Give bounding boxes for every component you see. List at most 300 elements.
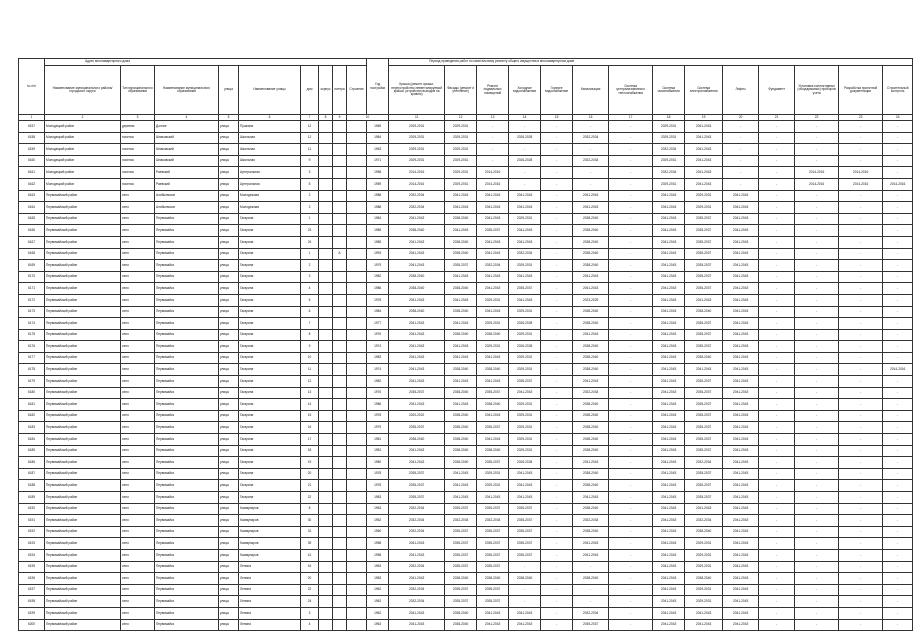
gas-period-cell: 2041-2043 [653, 306, 685, 318]
district-cell: Первомайский район [45, 596, 121, 608]
municipality-cell: Первомайск [155, 341, 219, 353]
capital-repair-register-table [18, 58, 913, 631]
foundation-period-cell: - [759, 584, 795, 596]
year-cell: 1974 [367, 341, 389, 353]
building-cell [347, 573, 367, 585]
foundation-period-cell: - [759, 607, 795, 619]
heat-period-cell: - [609, 144, 653, 156]
building-cell [347, 387, 367, 399]
electric-period-cell: 2035-2037 [685, 434, 723, 446]
lift-period-cell: 2041-2043 [723, 549, 759, 561]
sewer-period-cell: 2023-2025 [573, 294, 609, 306]
district-cell: Первомайский район [45, 294, 121, 306]
facade-period-cell: 2041-2043 [445, 190, 477, 202]
heat-period-cell: - [609, 387, 653, 399]
table-row [19, 561, 913, 573]
district-cell: Первомайский район [45, 352, 121, 364]
col-house-header: дом [301, 66, 319, 115]
municipality-cell: Первомайск [155, 607, 219, 619]
municipality-cell: Первомайск [155, 387, 219, 399]
electric-period-cell: 2041-2043 [685, 503, 723, 515]
control-period-cell: - [883, 329, 913, 341]
house-cell: 41 [301, 549, 319, 561]
district-cell: Первомайский район [45, 260, 121, 272]
lift-period-cell: 2041-2043 [723, 294, 759, 306]
heat-period-cell: - [609, 364, 653, 376]
heat-period-cell: - [609, 271, 653, 283]
street-type-cell: улица [219, 271, 239, 283]
electric-period-cell: 2035-2037 [685, 236, 723, 248]
street-name-cell: Гагарина [239, 422, 301, 434]
hotwater-period-cell: - [541, 607, 573, 619]
facade-period-cell: 2041-2043 [445, 225, 477, 237]
house-cell: 7 [301, 318, 319, 330]
building-cell [347, 178, 367, 190]
year-cell: 1974 [367, 364, 389, 376]
lift-period-cell: 2041-2043 [723, 526, 759, 538]
docs-period-cell: - [839, 283, 883, 295]
district-cell: Первомайский район [45, 584, 121, 596]
street-name-cell: Молодежная [239, 190, 301, 202]
control-period-cell: - [883, 121, 913, 133]
korpus-cell [319, 144, 333, 156]
electric-period-cell: 2035-2037 [685, 213, 723, 225]
lift-period-cell: 2041-2043 [723, 248, 759, 260]
year-cell: 1963 [367, 144, 389, 156]
settlement-type-cell: село [121, 399, 155, 411]
building-cell [347, 121, 367, 133]
municipality-cell: Первомайск [155, 364, 219, 376]
korpus-cell [319, 526, 333, 538]
water-period-cell: 2029-2031 [509, 352, 541, 364]
settlement-type-cell: село [121, 352, 155, 364]
lift-period-cell: - [723, 144, 759, 156]
settlement-type-cell: село [121, 306, 155, 318]
col-lift-header: Лифты [723, 66, 759, 115]
gas-period-cell: 2041-2043 [653, 387, 685, 399]
gas-period-cell: 2041-2043 [653, 410, 685, 422]
column-number-cell: 17 [609, 115, 653, 121]
docs-period-cell: - [839, 492, 883, 504]
heat-period-cell: - [609, 515, 653, 527]
control-period-cell: - [883, 584, 913, 596]
table-row [19, 434, 913, 446]
litera-cell [333, 283, 347, 295]
house-cell: 3 [301, 607, 319, 619]
litera-cell [333, 225, 347, 237]
water-period-cell: 2041-2043 [509, 271, 541, 283]
column-number-cell: 13 [477, 115, 509, 121]
row-number-cell: 6184 [19, 434, 45, 446]
korpus-cell [319, 573, 333, 585]
hotwater-period-cell: - [541, 341, 573, 353]
row-number-cell: 6177 [19, 352, 45, 364]
heat-period-cell: - [609, 260, 653, 272]
foundation-period-cell: - [759, 132, 795, 144]
house-cell: 6 [301, 306, 319, 318]
basement-period-cell: 2035-2037 [477, 503, 509, 515]
sewer-period-cell: 2041-2043 [573, 202, 609, 214]
sewer-period-cell: 2038-2040 [573, 526, 609, 538]
gas-period-cell: 2041-2043 [653, 422, 685, 434]
table-row [19, 549, 913, 561]
sewer-period-cell: 2041-2043 [573, 376, 609, 388]
row-number-cell: 6171 [19, 283, 45, 295]
electric-period-cell: 2035-2037 [685, 445, 723, 457]
column-number-cell: 24 [883, 115, 913, 121]
settlement-type-cell: село [121, 294, 155, 306]
house-cell: 12 [301, 132, 319, 144]
row-number-cell: 6162 [19, 178, 45, 190]
year-cell: 1958 [367, 538, 389, 550]
street-name-cell: Гагарина [239, 492, 301, 504]
district-cell: Первомайский район [45, 549, 121, 561]
heat-period-cell: - [609, 573, 653, 585]
building-cell [347, 503, 367, 515]
foundation-period-cell: - [759, 480, 795, 492]
docs-period-cell: - [839, 213, 883, 225]
litera-cell [333, 410, 347, 422]
meters-period-cell: - [795, 619, 839, 631]
column-number-cell: 23 [839, 115, 883, 121]
table-row [19, 596, 913, 608]
control-period-cell: - [883, 445, 913, 457]
electric-period-cell: 2038-2040 [685, 573, 723, 585]
facade-period-cell: 2029-2031 [445, 178, 477, 190]
district-cell: Первомайский район [45, 607, 121, 619]
street-name-cell: Гагарина [239, 260, 301, 272]
settlement-type-cell: село [121, 387, 155, 399]
meters-period-cell: - [795, 468, 839, 480]
facade-period-cell: 2029-2031 [445, 155, 477, 167]
hotwater-period-cell: - [541, 445, 573, 457]
basement-period-cell: - [477, 144, 509, 156]
facade-period-cell: 2041-2043 [445, 341, 477, 353]
roof-period-cell: 2041-2043 [389, 294, 445, 306]
district-cell: Молодецкий район [45, 167, 121, 179]
heat-period-cell: - [609, 294, 653, 306]
district-cell: Первомайский район [45, 283, 121, 295]
roof-period-cell: 2041-2043 [389, 376, 445, 388]
docs-period-cell: - [839, 329, 883, 341]
row-number-cell: 6180 [19, 387, 45, 399]
roof-period-cell: 2029-2031 [389, 144, 445, 156]
house-cell: 8 [301, 329, 319, 341]
hotwater-period-cell: - [541, 526, 573, 538]
foundation-period-cell: - [759, 294, 795, 306]
litera-cell [333, 352, 347, 364]
house-cell: 5 [301, 294, 319, 306]
electric-period-cell: 2041-2043 [685, 619, 723, 631]
docs-period-cell: - [839, 352, 883, 364]
control-period-cell: - [883, 144, 913, 156]
litera-cell [333, 445, 347, 457]
control-period-cell: - [883, 132, 913, 144]
control-period-cell: - [883, 538, 913, 550]
gas-period-cell: 2041-2043 [653, 503, 685, 515]
docs-period-cell: - [839, 596, 883, 608]
electric-period-cell: 2032-2034 [685, 515, 723, 527]
house-cell: 19 [301, 457, 319, 469]
water-period-cell: 2029-2031 [509, 329, 541, 341]
roof-period-cell: 2041-2043 [389, 248, 445, 260]
building-cell [347, 492, 367, 504]
sewer-period-cell: - [573, 178, 609, 190]
table-row [19, 515, 913, 527]
heat-period-cell: - [609, 236, 653, 248]
gas-period-cell: 2041-2043 [653, 283, 685, 295]
lift-period-cell: 2041-2043 [723, 538, 759, 550]
gas-period-cell: 2041-2043 [653, 596, 685, 608]
sewer-period-cell: 2038-2040 [573, 213, 609, 225]
table-row [19, 526, 913, 538]
lift-period-cell: 2041-2043 [723, 213, 759, 225]
facade-period-cell: 2038-2040 [445, 387, 477, 399]
building-cell [347, 190, 367, 202]
meters-period-cell: - [795, 341, 839, 353]
gas-period-cell: 2029-2031 [653, 155, 685, 167]
water-period-cell: 2041-2043 [509, 492, 541, 504]
korpus-cell [319, 248, 333, 260]
roof-period-cell: 2035-2037 [389, 492, 445, 504]
hotwater-period-cell: - [541, 584, 573, 596]
docs-period-cell: - [839, 306, 883, 318]
foundation-period-cell: - [759, 352, 795, 364]
lift-period-cell: 2041-2043 [723, 318, 759, 330]
roof-period-cell: 2035-2037 [389, 387, 445, 399]
table-row [19, 329, 913, 341]
docs-period-cell: - [839, 190, 883, 202]
heat-period-cell: - [609, 457, 653, 469]
house-cell: 8 [301, 503, 319, 515]
facade-period-cell: 2038-2040 [445, 213, 477, 225]
control-period-cell: - [883, 573, 913, 585]
basement-period-cell: 2035-2037 [477, 422, 509, 434]
lift-period-cell: 2041-2043 [723, 584, 759, 596]
year-cell: 1979 [367, 260, 389, 272]
settlement-type-cell: село [121, 260, 155, 272]
col-sewer-header: Канализация [573, 66, 609, 115]
street-type-cell: улица [219, 410, 239, 422]
municipality-cell: Раевский [155, 167, 219, 179]
water-period-cell: 2035-2037 [509, 283, 541, 295]
street-type-cell: улица [219, 387, 239, 399]
street-type-cell: улица [219, 457, 239, 469]
meters-period-cell: - [795, 526, 839, 538]
gas-period-cell: 2041-2043 [653, 573, 685, 585]
settlement-type-cell: село [121, 538, 155, 550]
house-cell: 22 [301, 584, 319, 596]
foundation-period-cell: - [759, 376, 795, 388]
water-period-cell: - [509, 167, 541, 179]
column-number-cell: 20 [723, 115, 759, 121]
litera-cell [333, 607, 347, 619]
table-row [19, 445, 913, 457]
foundation-period-cell: - [759, 306, 795, 318]
roof-period-cell: 2032-2034 [389, 503, 445, 515]
table-row [19, 236, 913, 248]
sewer-period-cell: 2038-2040 [573, 480, 609, 492]
control-period-cell: - [883, 607, 913, 619]
table-row [19, 480, 913, 492]
year-cell: 1981 [367, 434, 389, 446]
lift-period-cell: 2041-2043 [723, 387, 759, 399]
meters-period-cell: - [795, 121, 839, 133]
electric-period-cell: 2035-2037 [685, 468, 723, 480]
house-cell: 17 [301, 434, 319, 446]
roof-period-cell: 2041-2043 [389, 457, 445, 469]
basement-period-cell: 2038-2040 [477, 399, 509, 411]
korpus-cell [319, 352, 333, 364]
roof-period-cell: 2038-2040 [389, 271, 445, 283]
row-number-cell: 6168 [19, 248, 45, 260]
meters-period-cell: - [795, 584, 839, 596]
gas-period-cell: 2029-2031 [653, 121, 685, 133]
building-cell [347, 329, 367, 341]
street-name-cell: Гагарина [239, 468, 301, 480]
house-cell: 24 [301, 236, 319, 248]
house-cell: 10 [301, 352, 319, 364]
gas-period-cell: 2041-2043 [653, 271, 685, 283]
foundation-period-cell: - [759, 549, 795, 561]
gas-period-cell: 2041-2043 [653, 248, 685, 260]
settlement-type-cell: село [121, 468, 155, 480]
korpus-cell [319, 155, 333, 167]
foundation-period-cell: - [759, 155, 795, 167]
district-cell: Первомайский район [45, 248, 121, 260]
district-cell: Молодецкий район [45, 121, 121, 133]
lift-period-cell: - [723, 132, 759, 144]
litera-cell [333, 167, 347, 179]
row-number-cell: 6195 [19, 561, 45, 573]
basement-period-cell: 2041-2043 [477, 190, 509, 202]
basement-period-cell: 2035-2037 [477, 538, 509, 550]
street-name-cell: Гагарина [239, 457, 301, 469]
street-type-cell: улица [219, 619, 239, 631]
control-period-cell: - [883, 202, 913, 214]
table-row [19, 619, 913, 631]
basement-period-cell: 2029-2031 [477, 468, 509, 480]
heat-period-cell: - [609, 607, 653, 619]
korpus-cell [319, 178, 333, 190]
gas-period-cell: 2041-2043 [653, 213, 685, 225]
water-period-cell: 2041-2043 [509, 480, 541, 492]
docs-period-cell: 2014-2016 [839, 178, 883, 190]
settlement-type-cell: село [121, 271, 155, 283]
facade-period-cell: 2029-2031 [445, 144, 477, 156]
sewer-period-cell: 2038-2040 [573, 260, 609, 272]
building-cell [347, 480, 367, 492]
facade-period-cell: 2041-2043 [445, 271, 477, 283]
settlement-type-cell: село [121, 619, 155, 631]
electric-period-cell: 2041-2043 [685, 607, 723, 619]
district-cell: Первомайский район [45, 538, 121, 550]
house-cell: 18 [301, 445, 319, 457]
water-period-cell: 2029-2031 [509, 260, 541, 272]
municipality-cell: Первомайск [155, 468, 219, 480]
electric-period-cell: 2035-2037 [685, 329, 723, 341]
municipality-cell: Первомайск [155, 329, 219, 341]
house-cell: 12 [301, 121, 319, 133]
year-cell: 1976 [367, 387, 389, 399]
heat-period-cell: - [609, 213, 653, 225]
hotwater-period-cell: - [541, 190, 573, 202]
heat-period-cell: - [609, 526, 653, 538]
street-name-cell: Гагарина [239, 434, 301, 446]
col-year-header: Год постройки [367, 59, 389, 115]
heat-period-cell: - [609, 619, 653, 631]
municipality-cell: Первомайск [155, 445, 219, 457]
table-row [19, 503, 913, 515]
facade-period-cell: 2035-2037 [445, 260, 477, 272]
col-roof-header: Крыша (ремонт крыши, переустройство невентилируемой крыши, устройство выходов на кровлю) [389, 66, 445, 115]
row-number-cell: 6167 [19, 236, 45, 248]
meters-period-cell: - [795, 190, 839, 202]
basement-period-cell: 2038-2040 [477, 364, 509, 376]
municipality-cell: Первомайск [155, 352, 219, 364]
foundation-period-cell: - [759, 445, 795, 457]
street-type-cell: улица [219, 364, 239, 376]
lift-period-cell: 2041-2043 [723, 468, 759, 480]
lift-period-cell: 2041-2043 [723, 561, 759, 573]
electric-period-cell: 2035-2037 [685, 283, 723, 295]
facade-period-cell: 2038-2040 [445, 422, 477, 434]
district-cell: Первомайский район [45, 410, 121, 422]
docs-period-cell: - [839, 434, 883, 446]
settlement-type-cell: село [121, 236, 155, 248]
gas-period-cell: 2041-2043 [653, 584, 685, 596]
roof-period-cell: 2029-2031 [389, 155, 445, 167]
street-type-cell: улица [219, 260, 239, 272]
lift-period-cell: - [723, 155, 759, 167]
docs-period-cell: - [839, 387, 883, 399]
col-meters-header: Установка коллективных (общедомовых) приборов учета [795, 66, 839, 115]
street-name-cell: Гагарина [239, 283, 301, 295]
settlement-type-cell: поселок [121, 178, 155, 190]
building-cell [347, 596, 367, 608]
district-cell: Первомайский район [45, 387, 121, 399]
row-number-cell: 6190 [19, 503, 45, 515]
heat-period-cell: - [609, 202, 653, 214]
municipality-cell: Первомайск [155, 457, 219, 469]
facade-period-cell: 2041-2043 [445, 202, 477, 214]
meters-period-cell: - [795, 457, 839, 469]
docs-period-cell: - [839, 468, 883, 480]
roof-period-cell: 2032-2034 [389, 526, 445, 538]
year-cell: 1971 [367, 155, 389, 167]
meters-period-cell: - [795, 561, 839, 573]
settlement-type-cell: поселок [121, 144, 155, 156]
row-number-cell: 6174 [19, 318, 45, 330]
meters-period-cell: - [795, 549, 839, 561]
hotwater-period-cell: - [541, 619, 573, 631]
foundation-period-cell: - [759, 236, 795, 248]
street-type-cell: улица [219, 178, 239, 190]
litera-cell [333, 121, 347, 133]
col-foundation-header: Фундамент [759, 66, 795, 115]
heat-period-cell: - [609, 306, 653, 318]
year-cell: 1983 [367, 352, 389, 364]
street-name-cell: Школьная [239, 144, 301, 156]
street-name-cell: Гагарина [239, 445, 301, 457]
korpus-cell [319, 596, 333, 608]
heat-period-cell: - [609, 492, 653, 504]
year-cell: 1977 [367, 318, 389, 330]
street-name-cell: Гагарина [239, 329, 301, 341]
control-period-cell: 2014-2016 [883, 178, 913, 190]
hotwater-period-cell: - [541, 260, 573, 272]
table-row [19, 492, 913, 504]
